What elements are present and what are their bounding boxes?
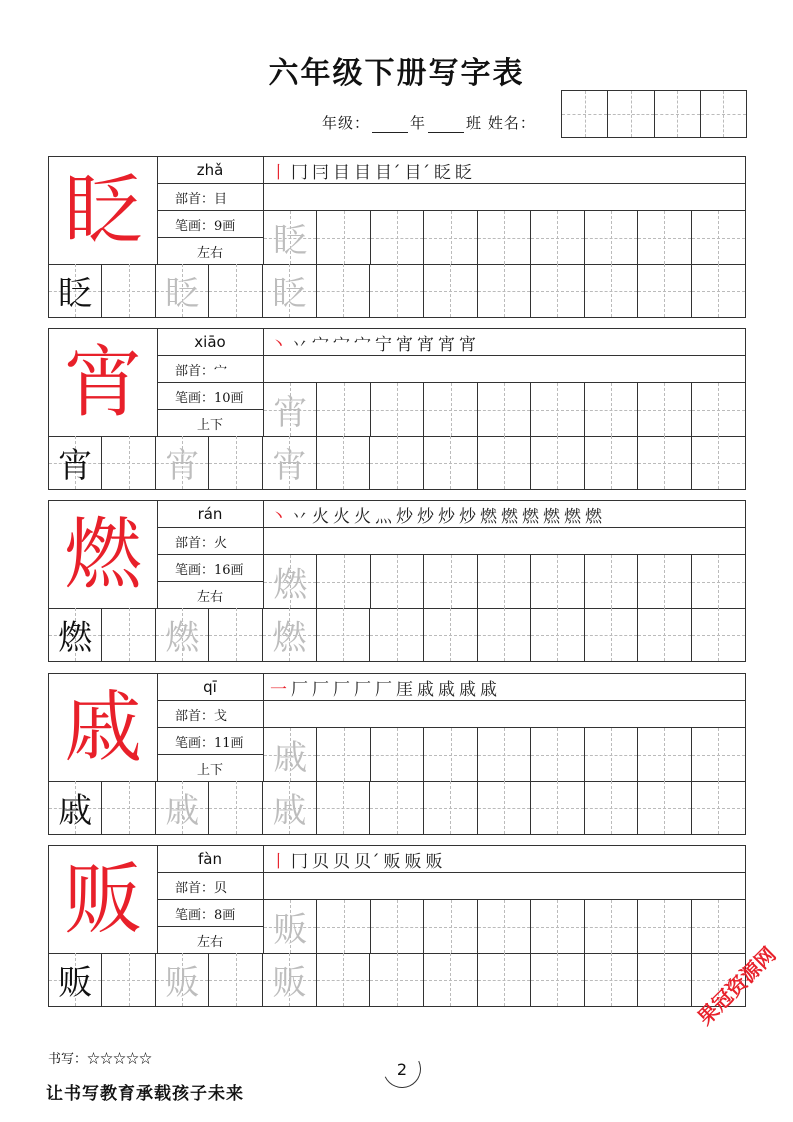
stroke-step: 戚	[459, 679, 476, 700]
name-cell[interactable]	[562, 91, 608, 137]
practice-cell[interactable]	[478, 383, 531, 436]
sample-character: 贩	[58, 963, 93, 1003]
radical: 部首：目	[157, 184, 264, 211]
practice-cell[interactable]	[317, 728, 370, 781]
practice-cell[interactable]	[317, 211, 370, 264]
stroke-step: 目	[333, 162, 350, 183]
stroke-step: 目ˊ	[404, 162, 430, 183]
pinyin: rán	[157, 501, 264, 528]
practice-row-2	[49, 436, 745, 489]
practice-cell[interactable]	[638, 953, 692, 1006]
stroke-step: 贩	[383, 851, 401, 872]
trace-character: 宵	[272, 446, 307, 486]
practice-cell[interactable]	[638, 211, 691, 264]
practice-row-2	[49, 608, 745, 661]
trace-character: 贩	[272, 963, 307, 1003]
year-label: 年	[410, 114, 427, 132]
practice-cell[interactable]	[692, 211, 745, 264]
stroke-step: 炒	[396, 506, 413, 527]
stroke-step: 燃	[585, 506, 602, 527]
practice-cell[interactable]	[49, 953, 102, 1006]
stroke-step: 眨	[434, 162, 451, 183]
stroke-step: 火	[312, 506, 329, 527]
stroke-step: 贝´	[354, 851, 380, 872]
practice-cell[interactable]	[424, 211, 477, 264]
stroke-order	[264, 501, 745, 528]
stroke-step: 冂	[291, 162, 308, 183]
radical: 部首：火	[157, 528, 264, 555]
model-character-cell	[49, 501, 158, 609]
practice-cell[interactable]	[692, 555, 745, 608]
trace-character: 燃	[273, 565, 308, 605]
practice-cell[interactable]	[424, 555, 477, 608]
model-character-cell	[49, 157, 158, 265]
stroke-step: 炒	[438, 506, 455, 527]
stroke-step: 宵	[396, 334, 413, 355]
practice-cell[interactable]	[692, 781, 745, 834]
practice-cell[interactable]	[585, 953, 638, 1006]
character-block	[48, 156, 746, 318]
stroke-step: 戚	[480, 679, 497, 700]
practice-cell[interactable]	[264, 728, 317, 781]
stroke-step: 目´	[375, 162, 401, 183]
page-title: 六年级下册写字表	[268, 56, 525, 91]
practice-cell[interactable]	[209, 264, 263, 317]
practice-cell[interactable]	[424, 608, 478, 661]
practice-cell[interactable]	[317, 436, 371, 489]
pinyin: qī	[157, 674, 264, 701]
trace-character: 贩	[273, 910, 308, 950]
model-character: 眨	[63, 165, 142, 256]
stroke-step: 宵	[417, 334, 434, 355]
practice-row-2	[49, 953, 745, 1006]
practice-row-2	[49, 781, 745, 834]
stroke-step: 丶	[270, 506, 287, 527]
stroke-step: 丶	[270, 334, 287, 355]
practice-cell[interactable]	[209, 608, 263, 661]
practice-cell[interactable]	[102, 953, 156, 1006]
practice-cell[interactable]	[370, 781, 423, 834]
practice-cell[interactable]	[317, 264, 371, 317]
stroke-step: 燃	[522, 506, 539, 527]
practice-cell[interactable]	[371, 555, 424, 608]
practice-cell[interactable]	[478, 211, 531, 264]
practice-cell[interactable]	[263, 436, 316, 489]
practice-cell[interactable]	[638, 781, 692, 834]
character-block	[48, 328, 746, 490]
grade-label: 年级：	[322, 114, 371, 132]
practice-cell[interactable]	[49, 608, 102, 661]
practice-cell[interactable]	[102, 264, 156, 317]
pinyin: xiāo	[157, 329, 264, 356]
practice-cell[interactable]	[585, 900, 638, 953]
stroke-step: 炒	[459, 506, 476, 527]
stroke-step: 火	[354, 506, 371, 527]
practice-cell[interactable]	[638, 436, 692, 489]
stroke-step: 眨	[455, 162, 472, 183]
stroke-step: 厂	[291, 679, 308, 700]
practice-cell[interactable]	[317, 555, 370, 608]
stroke-step: 贩	[425, 851, 443, 872]
practice-cell[interactable]	[478, 900, 531, 953]
stroke-step: 炒	[417, 506, 434, 527]
practice-cell[interactable]	[102, 436, 156, 489]
trace-character: 戚	[165, 791, 200, 831]
stroke-step: 丷	[291, 334, 308, 355]
trace-character: 燃	[165, 618, 200, 658]
stroke-step: 丨	[270, 162, 287, 183]
character-block	[48, 845, 746, 1007]
practice-cell[interactable]	[424, 728, 477, 781]
practice-cell[interactable]	[49, 436, 102, 489]
trace-character: 宵	[165, 446, 200, 486]
rating: 书写：☆☆☆☆☆	[48, 1052, 153, 1067]
page-number-text: 2	[396, 1059, 408, 1079]
model-character-cell	[49, 846, 158, 954]
practice-cell[interactable]	[692, 436, 745, 489]
stroke-step: 冃	[312, 162, 329, 183]
blank-row	[264, 701, 745, 728]
practice-cell[interactable]	[638, 555, 691, 608]
practice-row-1	[264, 728, 745, 782]
practice-cell[interactable]	[424, 264, 478, 317]
practice-cell[interactable]	[531, 264, 585, 317]
name-label: 姓名：	[487, 114, 536, 132]
practice-cell[interactable]	[263, 264, 316, 317]
practice-cell[interactable]	[531, 728, 584, 781]
practice-cell[interactable]	[531, 608, 585, 661]
trace-character: 戚	[272, 791, 307, 831]
practice-row-1	[264, 383, 745, 437]
practice-row-1	[264, 900, 745, 954]
stroke-count: 笔画：8画	[157, 900, 264, 927]
trace-character: 眨	[273, 221, 308, 261]
practice-cell[interactable]	[317, 953, 371, 1006]
stroke-step: 宁	[375, 334, 392, 355]
practice-cell[interactable]	[692, 900, 745, 953]
practice-cell[interactable]	[638, 900, 691, 953]
practice-cell[interactable]	[370, 608, 423, 661]
trace-character: 眨	[272, 274, 307, 314]
practice-cell[interactable]	[585, 436, 638, 489]
trace-character: 戚	[273, 738, 308, 778]
stroke-step: 贝	[333, 851, 350, 872]
stroke-count: 笔画：9画	[157, 211, 264, 238]
page-number	[383, 1050, 421, 1088]
trace-character: 燃	[272, 618, 307, 658]
stroke-step: 厂	[312, 679, 329, 700]
character-block	[48, 673, 746, 835]
stroke-step: 贩	[404, 851, 422, 872]
practice-cell[interactable]	[585, 211, 638, 264]
trace-character: 宵	[273, 393, 308, 433]
stroke-order	[264, 157, 745, 184]
stroke-step: 目	[354, 162, 371, 183]
stroke-step: 燃	[501, 506, 518, 527]
practice-cell[interactable]	[156, 608, 209, 661]
name-cell[interactable]	[655, 91, 701, 137]
practice-cell[interactable]	[531, 781, 585, 834]
blank-row	[264, 873, 745, 900]
model-character: 戚	[63, 682, 142, 773]
practice-cell[interactable]	[156, 264, 209, 317]
practice-cell[interactable]	[692, 728, 745, 781]
practice-cell[interactable]	[317, 900, 370, 953]
practice-cell[interactable]	[209, 781, 263, 834]
stroke-step: 燃	[564, 506, 581, 527]
pinyin: fàn	[157, 846, 264, 873]
practice-cell[interactable]	[264, 555, 317, 608]
class-label: 班	[466, 114, 483, 132]
stroke-count: 笔画：11画	[157, 728, 264, 755]
watermark: 果冠资源网	[692, 942, 781, 1030]
stroke-step: 火	[333, 506, 350, 527]
practice-cell[interactable]	[585, 383, 638, 436]
stroke-step: 戚	[438, 679, 455, 700]
motto: 让书写教育承载孩子未来	[46, 1084, 244, 1104]
practice-cell[interactable]	[585, 781, 638, 834]
stroke-step: 燃	[480, 506, 497, 527]
practice-cell[interactable]	[585, 728, 638, 781]
model-character-cell	[49, 329, 158, 437]
practice-cell[interactable]	[317, 781, 371, 834]
grade-blank[interactable]	[372, 118, 408, 133]
practice-cell[interactable]	[102, 608, 156, 661]
practice-cell[interactable]	[478, 953, 531, 1006]
stroke-step: 丷	[291, 506, 308, 527]
practice-cell[interactable]	[370, 436, 423, 489]
practice-cell[interactable]	[263, 781, 316, 834]
practice-cell[interactable]	[531, 953, 585, 1006]
practice-cell[interactable]	[424, 781, 478, 834]
practice-cell[interactable]	[478, 728, 531, 781]
stroke-step: 宵	[438, 334, 455, 355]
practice-row-2	[49, 264, 745, 317]
practice-cell[interactable]	[49, 264, 102, 317]
practice-cell[interactable]	[102, 781, 156, 834]
practice-cell[interactable]	[531, 555, 584, 608]
model-character: 贩	[63, 854, 142, 945]
practice-cell[interactable]	[371, 383, 424, 436]
practice-cell[interactable]	[478, 264, 531, 317]
practice-cell[interactable]	[585, 264, 638, 317]
student-info	[322, 112, 536, 133]
blank-row	[264, 356, 745, 383]
practice-cell[interactable]	[371, 728, 424, 781]
stroke-step: 厂	[354, 679, 371, 700]
practice-cell[interactable]	[317, 608, 371, 661]
name-box[interactable]	[561, 90, 747, 138]
pinyin: zhǎ	[157, 157, 264, 184]
practice-cell[interactable]	[424, 953, 478, 1006]
structure: 左右	[157, 927, 264, 954]
model-character: 宵	[63, 337, 142, 428]
stroke-step: 戚	[417, 679, 434, 700]
practice-cell[interactable]	[370, 264, 423, 317]
practice-cell[interactable]	[638, 608, 692, 661]
blank-row	[264, 528, 745, 555]
stroke-step: 厂	[333, 679, 350, 700]
name-cell[interactable]	[701, 91, 746, 137]
stroke-step: 宀	[333, 334, 350, 355]
stroke-order	[264, 674, 745, 701]
practice-cell[interactable]	[156, 953, 209, 1006]
stroke-step: 宀	[354, 334, 371, 355]
stroke-step: 丨	[270, 851, 287, 872]
practice-cell[interactable]	[638, 264, 692, 317]
class-blank[interactable]	[428, 118, 464, 133]
practice-cell[interactable]	[263, 608, 316, 661]
sample-character: 戚	[58, 791, 93, 831]
sample-character: 燃	[58, 618, 93, 658]
practice-cell[interactable]	[478, 555, 531, 608]
structure: 左右	[157, 582, 264, 609]
practice-cell[interactable]	[531, 383, 584, 436]
practice-cell[interactable]	[156, 436, 209, 489]
stroke-step: 厓	[396, 679, 413, 700]
model-character-cell	[49, 674, 158, 782]
stroke-count: 笔画：10画	[157, 383, 264, 410]
practice-cell[interactable]	[264, 211, 317, 264]
practice-cell[interactable]	[638, 383, 691, 436]
stroke-count: 笔画：16画	[157, 555, 264, 582]
practice-cell[interactable]	[371, 900, 424, 953]
stroke-step: 贝	[312, 851, 329, 872]
practice-cell[interactable]	[531, 436, 585, 489]
trace-character: 眨	[165, 274, 200, 314]
radical: 部首：贝	[157, 873, 264, 900]
practice-cell[interactable]	[263, 953, 316, 1006]
practice-cell[interactable]	[424, 900, 477, 953]
practice-cell[interactable]	[585, 608, 638, 661]
sample-character: 宵	[58, 446, 93, 486]
stroke-step: 厂	[375, 679, 392, 700]
practice-cell[interactable]	[49, 781, 102, 834]
practice-cell[interactable]	[478, 436, 531, 489]
stroke-step: 宵	[459, 334, 476, 355]
stroke-step: 灬	[375, 506, 392, 527]
model-character: 燃	[63, 509, 142, 600]
practice-cell[interactable]	[692, 608, 745, 661]
practice-cell[interactable]	[692, 383, 745, 436]
stroke-order	[264, 329, 745, 356]
radical: 部首：戈	[157, 701, 264, 728]
stroke-step: 冂	[291, 851, 308, 872]
character-block	[48, 500, 746, 662]
practice-cell[interactable]	[478, 781, 531, 834]
radical: 部首：宀	[157, 356, 264, 383]
stroke-step: 一	[270, 679, 287, 700]
structure: 左右	[157, 238, 264, 265]
practice-cell[interactable]	[424, 383, 477, 436]
practice-cell[interactable]	[264, 900, 317, 953]
stroke-order	[264, 846, 745, 873]
practice-cell[interactable]	[692, 264, 745, 317]
practice-cell[interactable]	[370, 953, 423, 1006]
practice-cell[interactable]	[585, 555, 638, 608]
practice-cell[interactable]	[371, 211, 424, 264]
structure: 上下	[157, 755, 264, 782]
name-cell[interactable]	[608, 91, 654, 137]
practice-cell[interactable]	[638, 728, 691, 781]
practice-cell[interactable]	[209, 953, 263, 1006]
trace-character: 贩	[165, 963, 200, 1003]
stroke-step: 宀	[312, 334, 329, 355]
practice-cell[interactable]	[209, 436, 263, 489]
practice-row-1	[264, 555, 745, 609]
practice-cell[interactable]	[531, 900, 584, 953]
structure: 上下	[157, 410, 264, 437]
stroke-step: 燃	[543, 506, 560, 527]
blank-row	[264, 184, 745, 211]
sample-character: 眨	[58, 274, 93, 314]
practice-cell[interactable]	[478, 608, 531, 661]
practice-cell[interactable]	[156, 781, 209, 834]
practice-cell[interactable]	[424, 436, 478, 489]
practice-cell[interactable]	[264, 383, 317, 436]
practice-cell[interactable]	[531, 211, 584, 264]
practice-cell[interactable]	[317, 383, 370, 436]
practice-row-1	[264, 211, 745, 265]
